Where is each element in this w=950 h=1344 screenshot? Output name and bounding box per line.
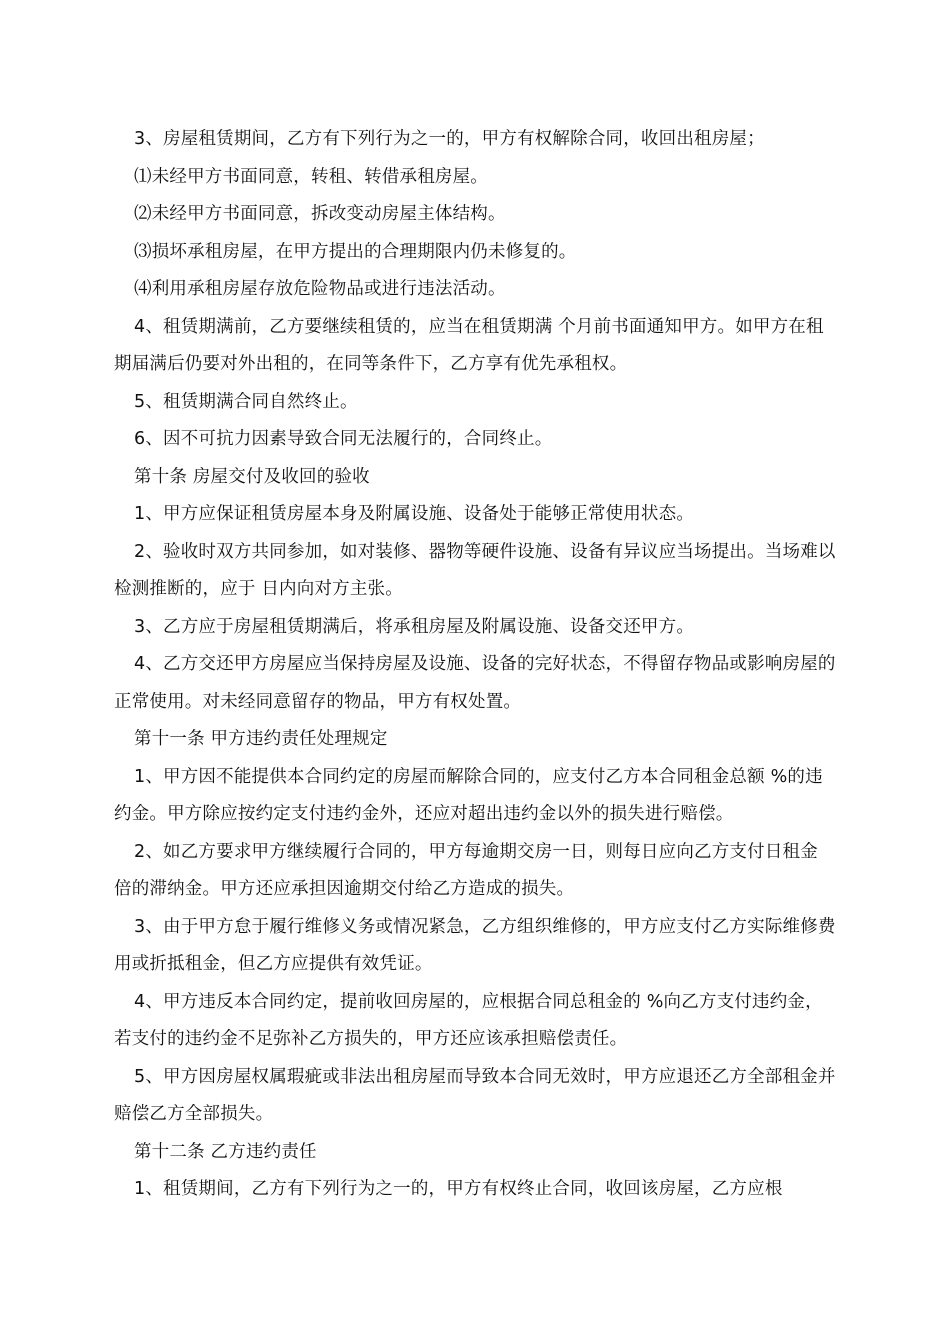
section-heading: 第十二条 乙方违约责任	[134, 1141, 317, 1162]
paragraph: 5、甲方因房屋权属瑕疵或非法出租房屋而导致本合同无效时，甲方应退还乙方全部租金并赔偿乙方全部损失。	[114, 1066, 836, 1124]
section-heading: 第十一条 甲方违约责任处理规定	[134, 729, 388, 749]
document-body	[114, 121, 836, 1209]
paragraph: 1、租赁期间，乙方有下列行为之一的，甲方有权终止合同，收回该房屋，乙方应根	[134, 1179, 783, 1199]
paragraph: 3、由于甲方怠于履行维修义务或情况紧急，乙方组织维修的，甲方应支付乙方实际维修费用或折抵租金，但乙方应提供有效凭证。	[114, 916, 836, 974]
list-item: ⑷利用承租房屋存放危险物品或进行违法活动。	[134, 279, 506, 299]
paragraph: 4、租赁期满前，乙方要继续租赁的，应当在租赁期满 个月前书面通知甲方。如甲方在租期届满后仍要对外出租的，在同等条件下，乙方享有优先承租权。	[114, 316, 824, 374]
paragraph: 1、甲方应保证租赁房屋本身及附属设施、设备处于能够正常使用状态。	[134, 504, 695, 524]
list-item: ⑶损坏承租房屋，在甲方提出的合理期限内仍未修复的。	[134, 241, 577, 262]
list-item: ⑴未经甲方书面同意，转租、转借承租房屋。	[134, 166, 488, 187]
paragraph: 3、乙方应于房屋租赁期满后，将承租房屋及附属设施、设备交还甲方。	[134, 616, 695, 637]
paragraph: 5、租赁期满合同自然终止。	[134, 391, 358, 412]
paragraph: 6、因不可抗力因素导致合同无法履行的，合同终止。	[134, 429, 553, 449]
paragraph: 1、甲方因不能提供本合同约定的房屋而解除合同的，应支付乙方本合同租金总额 %的违约金。甲方除应按约定支付违约金外，还应对超出违约金以外的损失进行赔偿。	[114, 766, 823, 824]
paragraph: 2、验收时双方共同参加，如对装修、器物等硬件设施、设备有异议应当场提出。当场难以检测推断的，应于 日内向对方主张。	[114, 541, 836, 599]
list-item: ⑵未经甲方书面同意，拆改变动房屋主体结构。	[134, 204, 506, 224]
paragraph: 4、甲方违反本合同约定，提前收回房屋的，应根据合同总租金的 %向乙方支付违约金，若支付的违约金不足弥补乙方损失的，甲方还应该承担赔偿责任。	[114, 991, 823, 1049]
section-heading: 第十条 房屋交付及收回的验收	[134, 466, 370, 487]
paragraph: 2、如乙方要求甲方继续履行合同的，甲方每逾期交房一日，则每日应向乙方支付日租金 倍的滞纳金。甲方还应承担因逾期交付给乙方造成的损失。	[114, 841, 818, 899]
paragraph: 3、房屋租赁期间，乙方有下列行为之一的，甲方有权解除合同，收回出租房屋；	[134, 129, 765, 149]
paragraph: 4、乙方交还甲方房屋应当保持房屋及设施、设备的完好状态，不得留存物品或影响房屋的正常使用。对未经同意留存的物品，甲方有权处置。	[114, 654, 836, 712]
